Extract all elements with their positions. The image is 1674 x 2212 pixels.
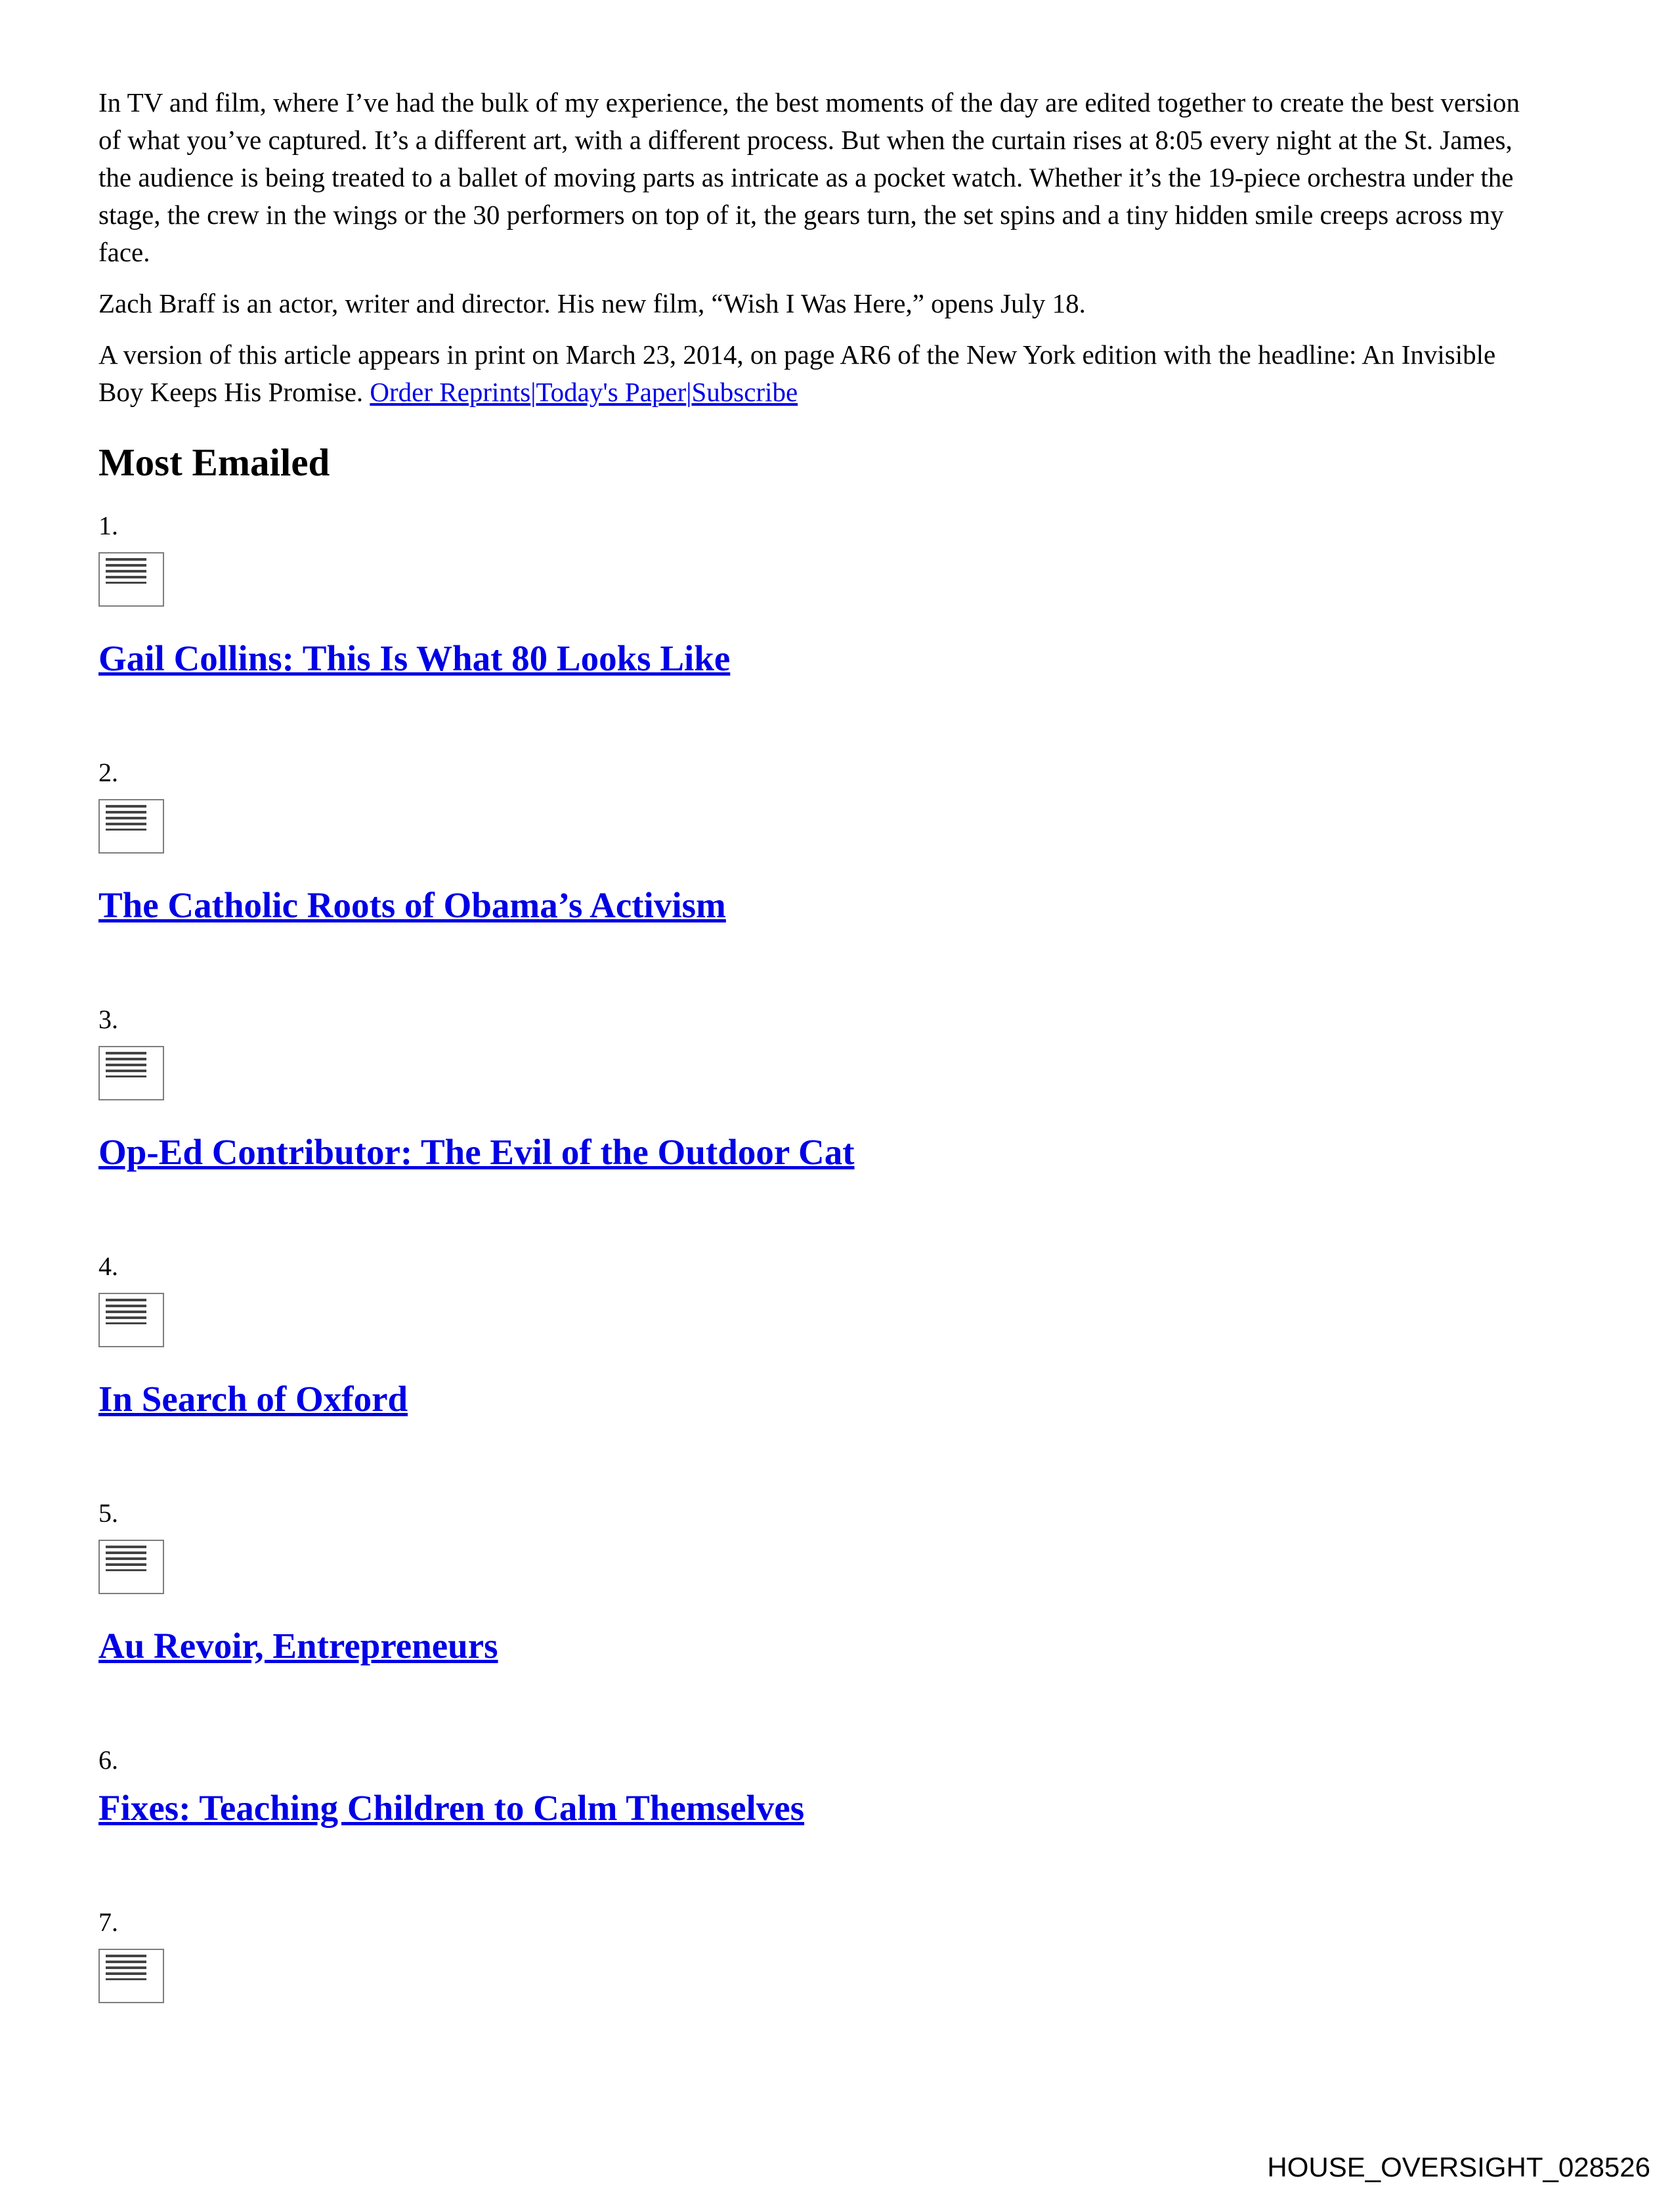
item-number: 6. bbox=[98, 1745, 118, 1775]
list-item bbox=[98, 756, 1536, 927]
todays-paper-link[interactable]: Today's Paper bbox=[536, 377, 687, 407]
thumbnail-text-lines bbox=[106, 1299, 146, 1324]
bates-number: HOUSE_OVERSIGHT_028526 bbox=[1267, 2152, 1650, 2182]
print-note-paragraph bbox=[98, 336, 1536, 411]
article-thumbnail[interactable] bbox=[98, 1293, 164, 1347]
most-emailed-heading: Most Emailed bbox=[98, 441, 330, 484]
list-item bbox=[98, 1003, 1536, 1174]
article-headline-link[interactable]: The Catholic Roots of Obama’s Activism bbox=[98, 885, 726, 925]
item-number: 1. bbox=[98, 511, 118, 540]
item-number: 2. bbox=[98, 758, 118, 787]
article-thumbnail[interactable] bbox=[98, 1540, 164, 1594]
article-headline-link[interactable]: Op-Ed Contributor: The Evil of the Outdoor Cat bbox=[98, 1132, 855, 1172]
link-separator: | bbox=[686, 377, 692, 407]
thumbnail-text-lines bbox=[106, 1546, 146, 1571]
article-paragraph: In TV and film, where I’ve had the bulk of my experience, the best moments of the day are edited together to create the best version of what you’ve captured. It’s a different art, with a different process. But when the curtain rises at 8:05 every night at the St. James, the audience is being treated to a ballet of moving parts as intricate as a pocket watch. Whether it’s the 19-piece orchestra under the stage, the crew in the wings or the 30 performers on top of it, the gears turn, the set spins and a tiny hidden smile creeps across my face. bbox=[98, 87, 1520, 267]
list-item bbox=[98, 1743, 1536, 1830]
thumbnail-text-lines bbox=[106, 1955, 146, 1980]
link-separator: | bbox=[530, 377, 536, 407]
article-thumbnail[interactable] bbox=[98, 1949, 164, 2003]
thumbnail-text-lines bbox=[106, 1052, 146, 1077]
article-thumbnail[interactable] bbox=[98, 799, 164, 854]
list-item bbox=[98, 1905, 1536, 2003]
list-item bbox=[98, 1496, 1536, 1668]
order-reprints-link[interactable]: Order Reprints bbox=[370, 377, 531, 407]
item-number: 7. bbox=[98, 1907, 118, 1937]
article-thumbnail[interactable] bbox=[98, 552, 164, 607]
list-item bbox=[98, 1249, 1536, 1421]
most-emailed-list bbox=[98, 509, 1536, 2003]
thumbnail-text-lines bbox=[106, 805, 146, 831]
article-thumbnail[interactable] bbox=[98, 1046, 164, 1100]
list-item bbox=[98, 509, 1536, 680]
item-number: 5. bbox=[98, 1498, 118, 1528]
article-headline-link[interactable]: Fixes: Teaching Children to Calm Themselves bbox=[98, 1788, 805, 1828]
article-headline-link[interactable]: In Search of Oxford bbox=[98, 1379, 408, 1419]
thumbnail-text-lines bbox=[106, 558, 146, 584]
item-number: 3. bbox=[98, 1005, 118, 1034]
article-headline-link[interactable]: Au Revoir, Entrepreneurs bbox=[98, 1626, 498, 1666]
item-number: 4. bbox=[98, 1251, 118, 1281]
print-note-text: A version of this article appears in print on March 23, 2014, on page AR6 of the New York edition with the headline: An Invisible Boy Keeps His Promise. bbox=[98, 339, 1496, 407]
author-bio-paragraph: Zach Braff is an actor, writer and director. His new film, “Wish I Was Here,” opens July 18. bbox=[98, 288, 1086, 318]
article-headline-link[interactable]: Gail Collins: This Is What 80 Looks Like bbox=[98, 638, 731, 678]
subscribe-link[interactable]: Subscribe bbox=[691, 377, 798, 407]
